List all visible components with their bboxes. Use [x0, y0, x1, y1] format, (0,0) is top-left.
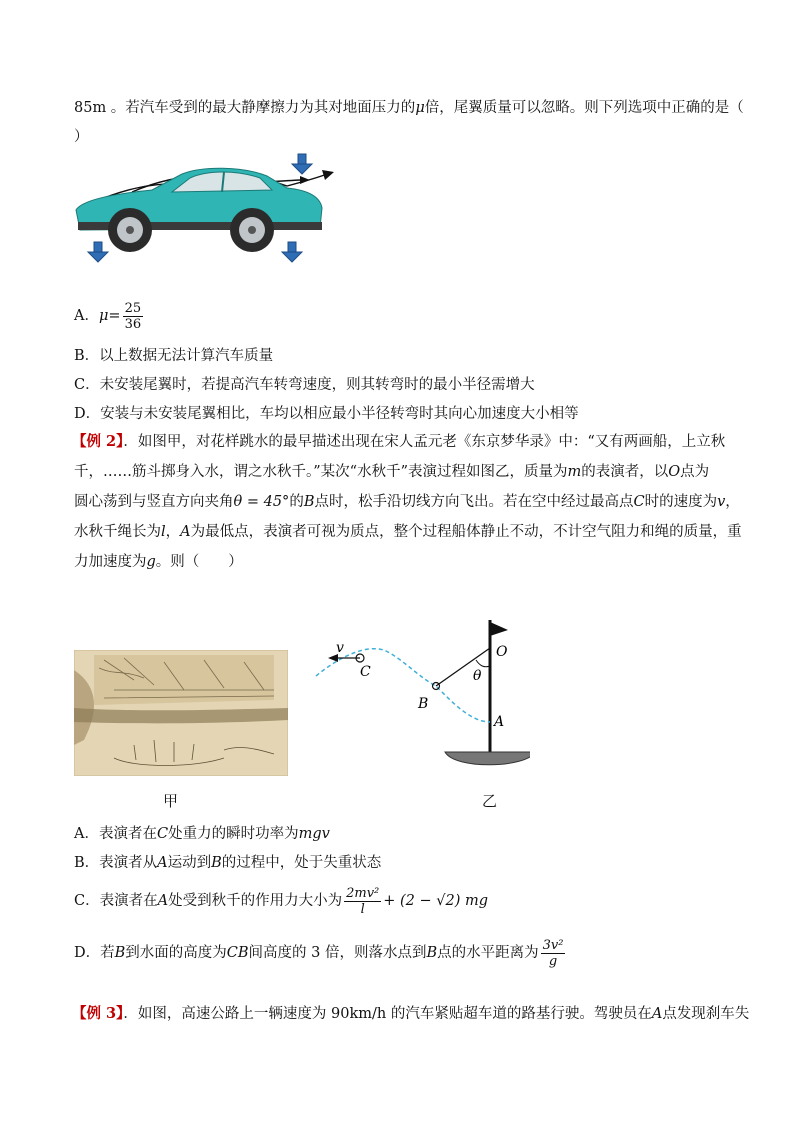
ex2-line1: 【例 2】．如图甲，对花样跳水的最早描述出现在宋人孟元老《东京梦华录》中：“又有两画船，上立秋	[72, 433, 726, 450]
option-a[interactable]: A．μ= $\frac{25}{36}$	[74, 300, 142, 332]
downforce-arrow-top	[292, 154, 312, 174]
ex2-line2: 千，……筋斗掷身入水，谓之水秋千。”某次“水秋千”表演过程如图乙，质量为m的表演者，以O点为	[74, 464, 710, 480]
example-2-tag: 【例 2】	[72, 433, 124, 450]
example-3-tag: 【例 3】	[72, 1005, 124, 1022]
ex2-option-d[interactable]: D．若B到水面的高度为CB间高度的 3 倍，则落水点到B点的水平距离为 $\frac{\text{3v²}}{g}$	[74, 937, 564, 969]
flag	[490, 622, 508, 636]
ex2-option-b[interactable]: B．表演者从A运动到B的过程中，处于失重状态	[74, 855, 382, 871]
fraction-2mv2-l: $\frac{\text{2mv²}}{l}$	[346, 885, 380, 917]
ex3-line1: 【例 3】．如图，高速公路上一辆速度为 90km/h 的汽车紧贴超车道的路基行驶。驾驶员在A点发现刹车失	[72, 1005, 750, 1022]
ex2-line3: 圆心荡到与竖直方向夹角θ = 45°的B点时，松手沿切线方向飞出。若在空中经过最高点C时的速度为v，	[74, 494, 740, 510]
ex2-option-c[interactable]: C．表演者在A处受到秋千的作用力大小为 $\frac{\text{2mv²}}{l}$ + (2 − √2) mg	[74, 885, 489, 917]
boat	[445, 752, 530, 765]
label-theta: θ	[473, 668, 482, 684]
q1-line2: ）	[74, 129, 89, 145]
label-a: A	[494, 714, 505, 730]
rear-wheel	[230, 208, 274, 252]
front-wheel	[108, 208, 152, 252]
caption-yi: 乙	[482, 792, 498, 810]
rope	[436, 648, 490, 686]
fraction-3v2-g: $\frac{\text{3v²}}{g}$	[542, 937, 564, 969]
downforce-arrow-front	[88, 242, 108, 262]
q1-line1: 85m 。若汽车受到的最大静摩擦力为其对地面压力的μ倍，尾翼质量可以忽略。则下列选项中正确的是（	[74, 100, 744, 116]
ex2-line4: 水秋千绳长为l，A为最低点，表演者可视为质点，整个过程船体静止不动，不计空气阻力和绳的质量，重	[74, 524, 742, 540]
trajectory	[316, 649, 490, 722]
label-b: B	[418, 696, 429, 712]
airflow-arrow-1	[300, 176, 310, 184]
ex2-option-a[interactable]: A．表演者在C处重力的瞬时功率为mgv	[74, 826, 330, 842]
downforce-arrow-rear	[282, 242, 302, 262]
mu-symbol: μ	[415, 100, 425, 116]
option-d[interactable]: D．安装与未安装尾翼相比，车均以相应最小半径转弯时其向心加速度大小相等	[74, 406, 579, 422]
label-c: C	[360, 664, 371, 680]
label-v: v	[336, 640, 344, 656]
swing-diagram	[310, 614, 530, 778]
option-b[interactable]: B．以上数据无法计算汽车质量	[74, 348, 274, 364]
car-figure	[72, 152, 342, 270]
caption-jia: 甲	[163, 792, 179, 810]
ex2-line5: 力加速度为g。则（ ）	[74, 554, 243, 570]
label-o: O	[496, 644, 508, 660]
fraction-25-36: $\frac{25}{36}$	[124, 300, 142, 332]
airflow-arrow-2	[322, 170, 334, 180]
option-c[interactable]: C．未安装尾翼时，若提高汽车转弯速度，则其转弯时的最小半径需增大	[74, 377, 535, 393]
painting-figure	[74, 650, 288, 776]
